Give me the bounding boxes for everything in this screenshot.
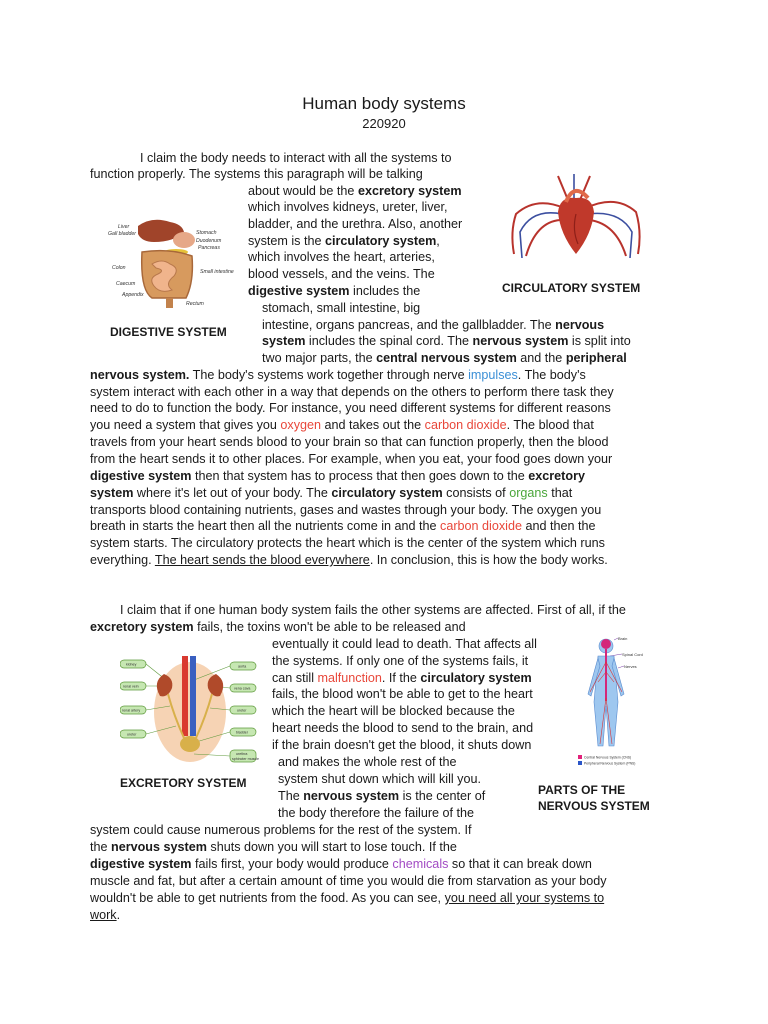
legend-cns-label: Central Nervous System (CNS) [584, 755, 632, 760]
doc-title: Human body systems [302, 94, 466, 113]
label-small-intestine: Small intestine [200, 269, 234, 275]
p2-line-4: the systems. If only one of the systems fails, it [272, 654, 529, 668]
p1-line-18: travels from your heart sends blood to your brain so that can function properly, then the blood [90, 435, 609, 449]
p2-line-13: the body therefore the failure of the [278, 806, 475, 820]
nervous-system-diagram [576, 632, 652, 768]
p2-line-19: work. [90, 908, 121, 922]
legend-cns-swatch [578, 755, 582, 759]
p1-line-7: which involves the heart, arteries, [248, 250, 435, 264]
p1-line-14: nervous system. The body's systems work together through nerve impulses. The body's [90, 368, 586, 382]
vein-left [520, 213, 562, 258]
label-rectum: Rectum [186, 301, 204, 307]
artery-left-2 [526, 220, 560, 256]
caption-nervous-system-line-2: NERVOUS SYSTEM [538, 799, 650, 813]
p2-line-8: heart needs the blood to send to the brain, and [272, 721, 534, 735]
p1-line-3: about would be the excretory system [248, 184, 462, 198]
p1-line-24: system starts. The circulatory protects the heart which is the center of the system which runs [90, 536, 605, 550]
label-urethra: urethra [236, 752, 248, 756]
label-vena-cava: vena cava [234, 686, 251, 691]
p1-line-25: everything. The heart sends the blood everywhere. In conclusion, this is how the body works. [90, 553, 608, 567]
p1-line-13: two major parts, the central nervous system and the peripheral [262, 351, 627, 365]
p2-line-1: I claim that if one human body system fails the other systems are affected. First of all, if the [120, 603, 626, 617]
label-nerves: Nerves [624, 664, 637, 669]
p2-line-3: eventually it could lead to death. That affects all [272, 637, 537, 651]
p1-line-23: breath in starts the heart then all the nutrients come in and the carbon dioxide and then the [90, 519, 596, 533]
label-renal-artery: renal artery [122, 708, 141, 713]
p2-line-7: which the heart will be blocked because the [272, 704, 515, 718]
p2-line-18: wouldn't be able to get nutrients from the food. As you can see, you need all your systems to [90, 891, 605, 905]
aorta-shape [182, 656, 188, 736]
label-duodenum: Duodenum [196, 238, 222, 244]
p1-line-6: system is the circulatory system, [248, 234, 440, 248]
label-ureter-left: ureter [127, 732, 137, 737]
p2-line-15: the nervous system shuts down you will start to lose touch. If the [90, 840, 457, 854]
p1-line-8: blood vessels, and the veins. The [248, 267, 435, 281]
label-renal-vein: renal vein [123, 684, 139, 689]
rectum-shape [166, 298, 173, 308]
vena-cava-shape [190, 656, 196, 736]
brain-shape [601, 639, 611, 649]
p1-line-11: intestine, organs pancreas, and the gallbladder. The nervous [262, 318, 605, 332]
p1-line-1: I claim the body needs to interact with all the systems to [140, 151, 452, 165]
stomach-shape [173, 232, 195, 248]
label-stomach: Stomach [196, 230, 217, 236]
label-liver: Liver [118, 224, 130, 230]
p2-line-12: The nervous system is the center of [278, 789, 486, 803]
label-appendix: Appendix [122, 292, 144, 298]
p2-line-10: and makes the whole rest of the [278, 755, 457, 769]
p1-line-4: which involves kidneys, ureter, liver, [248, 200, 448, 214]
p2-line-16: digestive system fails first, your body would produce chemicals so that it can break down [90, 857, 592, 871]
p1-line-2: function properly. The systems this paragraph will be talking [90, 167, 423, 181]
artery-right-2 [590, 220, 626, 256]
label-bladder: bladder [236, 730, 248, 735]
p2-line-6: fails, the blood won't be able to get to the heart [272, 687, 533, 701]
bladder-shape [180, 736, 200, 752]
label-spinal-cord: Spinal Cord [622, 652, 643, 657]
p1-line-5: bladder, and the urethra. Also, another [248, 217, 463, 231]
p1-line-20: digestive system then that system has to process that then goes down to the excretory [90, 469, 585, 483]
legend-pns-swatch [578, 761, 582, 765]
label-sphincter: sphincter muscle [232, 757, 259, 761]
label-brain: Brain [618, 636, 628, 641]
legend-pns-label: Peripheral Nervous System (PNS) [584, 761, 636, 766]
label-kidney: kidney [126, 662, 137, 667]
p1-line-21: system where it's let out of your body. The circulatory system consists of organs that [90, 486, 573, 500]
p1-line-16: need to do to function the body. For instance, you need different systems for different reasons [90, 401, 611, 415]
label-caecum: Caecum [116, 281, 136, 287]
p1-line-17: you need a system that gives you oxygen and takes out the carbon dioxide. The blood that [90, 418, 594, 432]
caption-circulatory-system: CIRCULATORY SYSTEM [502, 281, 641, 295]
caption-digestive-system: DIGESTIVE SYSTEM [110, 325, 227, 339]
p1-line-19: from the heart sends it to other places. For example, when you eat, your food goes down your [90, 452, 613, 466]
digestive-system-diagram [108, 212, 240, 312]
circulatory-system-diagram [506, 172, 646, 264]
label-aorta: aorta [238, 664, 247, 669]
p2-line-9: if the brain doesn't get the blood, it shuts down [272, 738, 532, 752]
p1-line-15: system interact with each other in a way that depends on the others to perform there task they [90, 385, 614, 399]
doc-date: 220920 [362, 116, 406, 131]
p1-line-12: system includes the spinal cord. The nervous system is split into [262, 334, 631, 348]
p2-line-11: system shut down which will kill you. [278, 772, 481, 786]
p2-line-5: can still malfunction. If the circulatory system [272, 671, 532, 685]
label-ureter-right: ureter [237, 708, 247, 713]
excretory-system-diagram [120, 656, 260, 764]
p2-line-2: excretory system fails, the toxins won't be able to be released and [90, 620, 466, 634]
heart-shape [558, 198, 594, 254]
p2-line-17: muscle and fat, but after a certain amount of time you would die from starvation as your body [90, 874, 607, 888]
label-gallbladder: Gall bladder [108, 231, 136, 237]
label-pancreas: Pancreas [198, 245, 220, 251]
label-colon: Colon [112, 265, 126, 271]
p1-line-22: transports blood containing nutrients, gases and wastes through your body. The oxygen you [90, 503, 602, 517]
p2-line-14: system could cause numerous problems for the rest of the system. If [90, 823, 472, 837]
caption-excretory-system: EXCRETORY SYSTEM [120, 776, 247, 790]
p1-line-9: digestive system includes the [248, 284, 421, 298]
spinal-cord-shape [605, 649, 607, 701]
caption-nervous-system-line-1: PARTS OF THE [538, 783, 626, 797]
p1-line-10: stomach, small intestine, big [262, 301, 421, 315]
artery-left-1 [512, 203, 564, 254]
